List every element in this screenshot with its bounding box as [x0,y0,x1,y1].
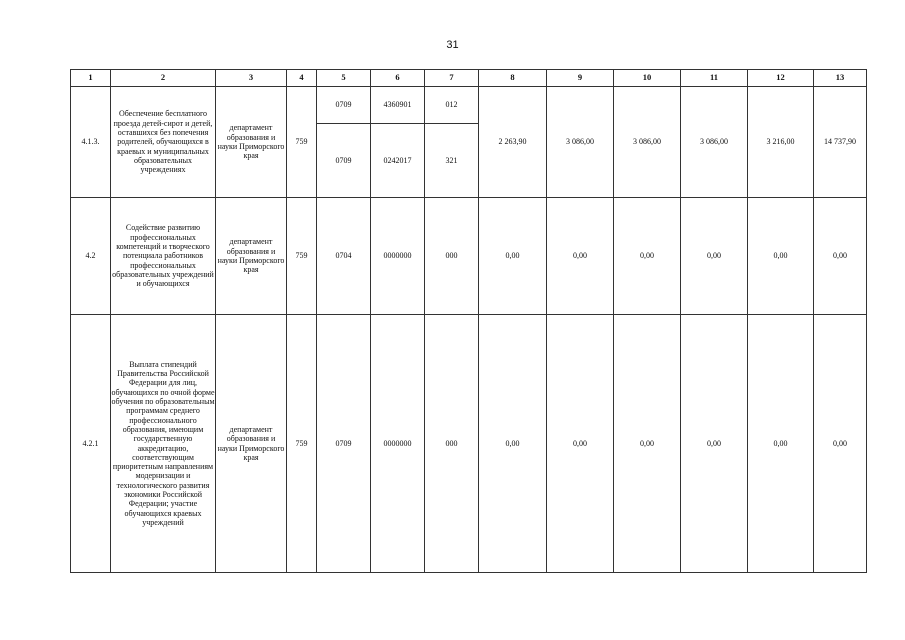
table-row [71,87,867,124]
row-grbs: 759 [287,198,317,315]
row-value-col13: 0,00 [814,315,867,573]
row-number: 4.2 [71,198,111,315]
row-department: департамент образования и науки Приморского края [216,315,287,573]
row-vr: 012 [425,87,479,124]
row-value-col10: 0,00 [614,198,681,315]
row-value-col12: 0,00 [748,198,814,315]
header-cell: 10 [614,70,681,87]
header-cell: 3 [216,70,287,87]
row-value-col11: 0,00 [681,198,748,315]
row-grbs: 759 [287,87,317,198]
row-name: Обеспечение бесплатного проезда детей-сирот и детей, оставшихся без попечения родителей, обучающихся в краевых и муниципальных образовательных учреждениях [111,87,216,198]
row-value-col13: 0,00 [814,198,867,315]
header-cell: 12 [748,70,814,87]
row-rzpr: 0709 [317,87,371,124]
table-header [71,70,867,87]
row-department: департамент образования и науки Приморского края [216,198,287,315]
header-cell: 1 [71,70,111,87]
row-name: Содействие развитию профессиональных компетенций и творческого потенциала работников профессиональных образовательных учреждений и обучающихся [111,198,216,315]
row-value-col12: 3 216,00 [748,87,814,198]
row-rzpr: 0709 [317,124,371,198]
header-cell: 7 [425,70,479,87]
row-value-col10: 3 086,00 [614,87,681,198]
header-cell: 2 [111,70,216,87]
row-value-col9: 0,00 [547,198,614,315]
row-number: 4.1.3. [71,87,111,198]
page-number: 31 [446,39,459,51]
row-csr: 4360901 [371,87,425,124]
row-value-col9: 0,00 [547,315,614,573]
row-department: департамент образования и науки Приморского края [216,87,287,198]
row-name: Выплата стипендий Правительства Российской Федерации для лиц, обучающихся по очной форме обучения по образовательным программам среднего профессионального образования, имеющим государственную аккредитацию, соответствующим приоритетным направлениям модернизации и технологического развития экономики Российской Федерации; участие обучающихся краевых учреждений [111,315,216,573]
header-cell: 9 [547,70,614,87]
table-row [71,198,867,315]
header-cell: 4 [287,70,317,87]
header-cell: 11 [681,70,748,87]
header-cell: 8 [479,70,547,87]
header-cell: 5 [317,70,371,87]
row-vr: 000 [425,315,479,573]
budget-table [70,69,867,573]
row-value-col13: 14 737,90 [814,87,867,198]
row-value-col8: 0,00 [479,315,547,573]
row-value-col11: 3 086,00 [681,87,748,198]
row-vr: 000 [425,198,479,315]
row-csr: 0000000 [371,315,425,573]
row-value-col8: 2 263,90 [479,87,547,198]
row-value-col11: 0,00 [681,315,748,573]
row-csr: 0000000 [371,198,425,315]
row-number: 4.2.1 [71,315,111,573]
header-cell: 13 [814,70,867,87]
header-cell: 6 [371,70,425,87]
row-rzpr: 0704 [317,198,371,315]
row-value-col9: 3 086,00 [547,87,614,198]
row-grbs: 759 [287,315,317,573]
row-value-col12: 0,00 [748,315,814,573]
row-value-col8: 0,00 [479,198,547,315]
table-row [71,315,867,573]
header-row [71,70,867,87]
row-rzpr: 0709 [317,315,371,573]
row-vr: 321 [425,124,479,198]
row-csr: 0242017 [371,124,425,198]
row-value-col10: 0,00 [614,315,681,573]
